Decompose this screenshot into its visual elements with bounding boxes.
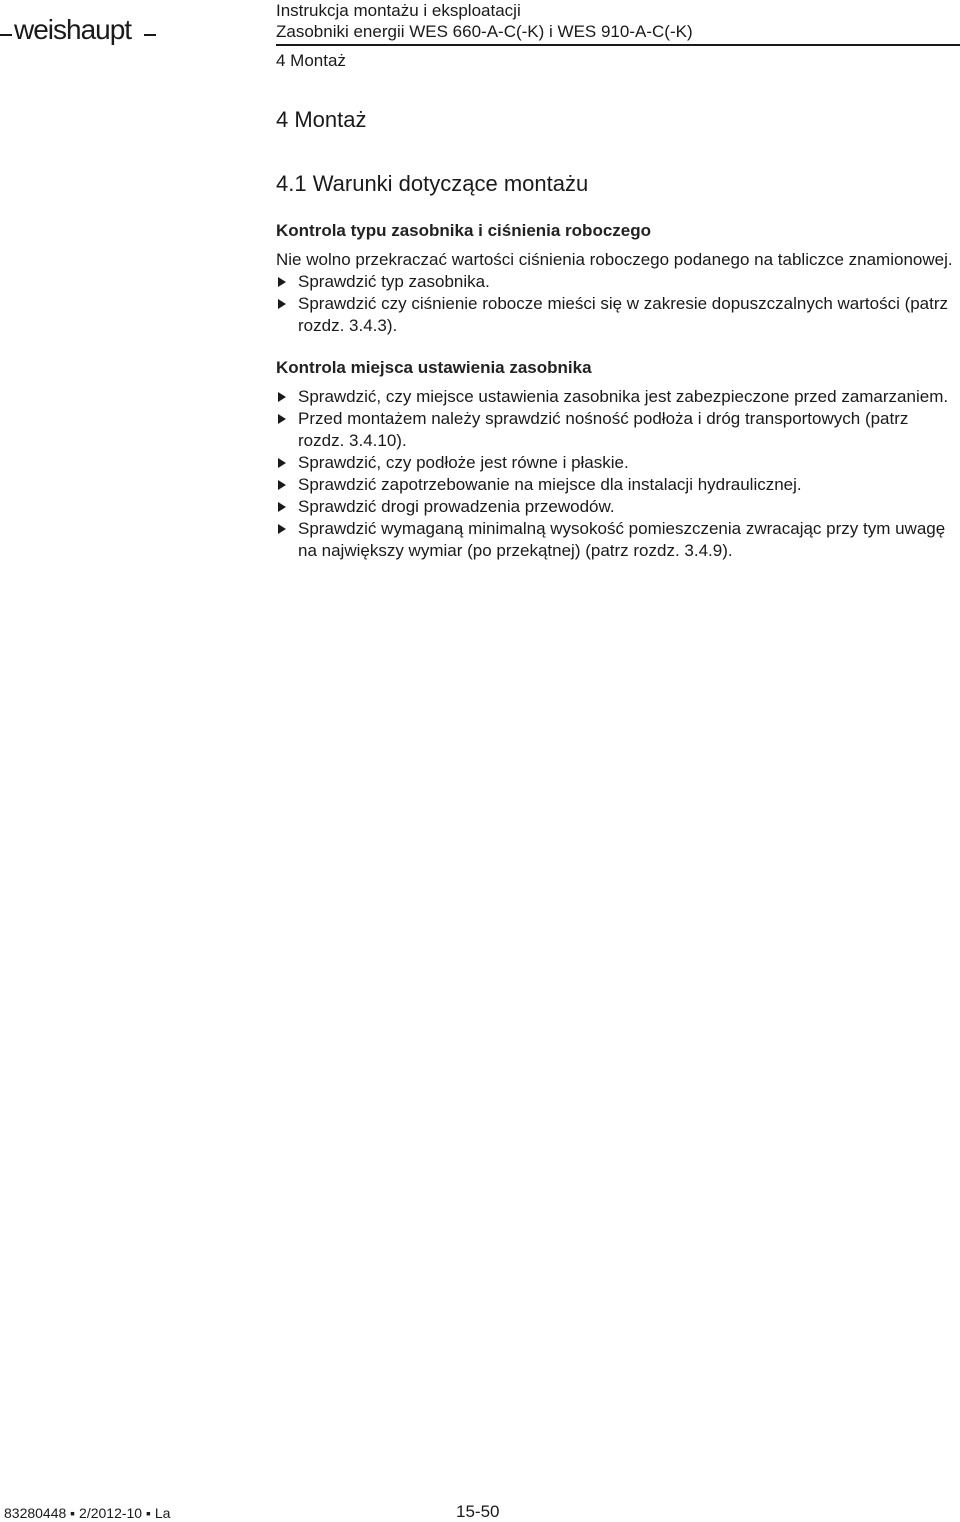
list-item: Sprawdzić drogi prowadzenia przewodów. <box>276 496 956 518</box>
list-item: Sprawdzić, czy podłoże jest równe i płaskie. <box>276 452 956 474</box>
list-item: Sprawdzić czy ciśnienie robocze mieści się w zakresie dopuszczalnych wartości (patrz rozdz. 3.4.3). <box>276 293 956 337</box>
main-content <box>276 106 956 562</box>
list-item: Sprawdzić zapotrzebowanie na miejsce dla instalacji hydraulicznej. <box>276 474 956 496</box>
triangle-bullet-icon <box>278 524 286 534</box>
triangle-bullet-icon <box>278 480 286 490</box>
block-storage-type-check <box>276 220 956 337</box>
weishaupt-logo <box>0 8 160 44</box>
chapter-title: 4 Montaż <box>276 107 367 132</box>
triangle-bullet-icon <box>278 414 286 424</box>
list-item: Sprawdzić, czy miejsce ustawienia zasobnika jest zabezpieczone przed zamarzaniem. <box>276 386 956 408</box>
block1-paragraph: Nie wolno przekraczać wartości ciśnienia roboczego podanego na tabliczce znamionowej. <box>276 250 953 269</box>
section-title: 4.1 Warunki dotyczące montażu <box>276 171 589 196</box>
header-product-title: Zasobniki energii WES 660-A-C(-K) i WES 910-A-C(-K) <box>276 22 693 41</box>
logo-text: weishaupt <box>14 14 132 45</box>
triangle-bullet-icon <box>278 392 286 402</box>
logo-dash-right <box>144 34 156 36</box>
document-header <box>276 0 693 42</box>
block2-heading: Kontrola miejsca ustawienia zasobnika <box>276 358 592 377</box>
header-section-name: 4 Montaż <box>276 51 346 70</box>
header-divider <box>276 44 960 46</box>
list-item: Sprawdzić wymaganą minimalną wysokość pomieszczenia zwracając przy tym uwagę na największy wymiar (po przekątnej) (patrz rozdz. 3.4.9). <box>276 518 956 562</box>
triangle-bullet-icon <box>278 458 286 468</box>
triangle-bullet-icon <box>278 277 286 287</box>
block1-heading: Kontrola typu zasobnika i ciśnienia roboczego <box>276 221 652 240</box>
block2-bullet-list <box>276 386 956 562</box>
list-item: Sprawdzić typ zasobnika. <box>276 271 956 293</box>
list-item: Przed montażem należy sprawdzić nośność podłoża i dróg transportowych (patrz rozdz. 3.4.10). <box>276 408 956 452</box>
footer-page-number: 15-50 <box>456 1502 500 1521</box>
block-location-check <box>276 357 956 562</box>
triangle-bullet-icon <box>278 502 286 512</box>
triangle-bullet-icon <box>278 299 286 309</box>
block1-bullet-list <box>276 271 956 337</box>
logo-dash-left <box>0 34 12 36</box>
header-manual-title: Instrukcja montażu i eksploatacji <box>276 1 521 20</box>
footer-document-code: 83280448 ▪ 2/2012-10 ▪ La <box>4 1505 171 1521</box>
